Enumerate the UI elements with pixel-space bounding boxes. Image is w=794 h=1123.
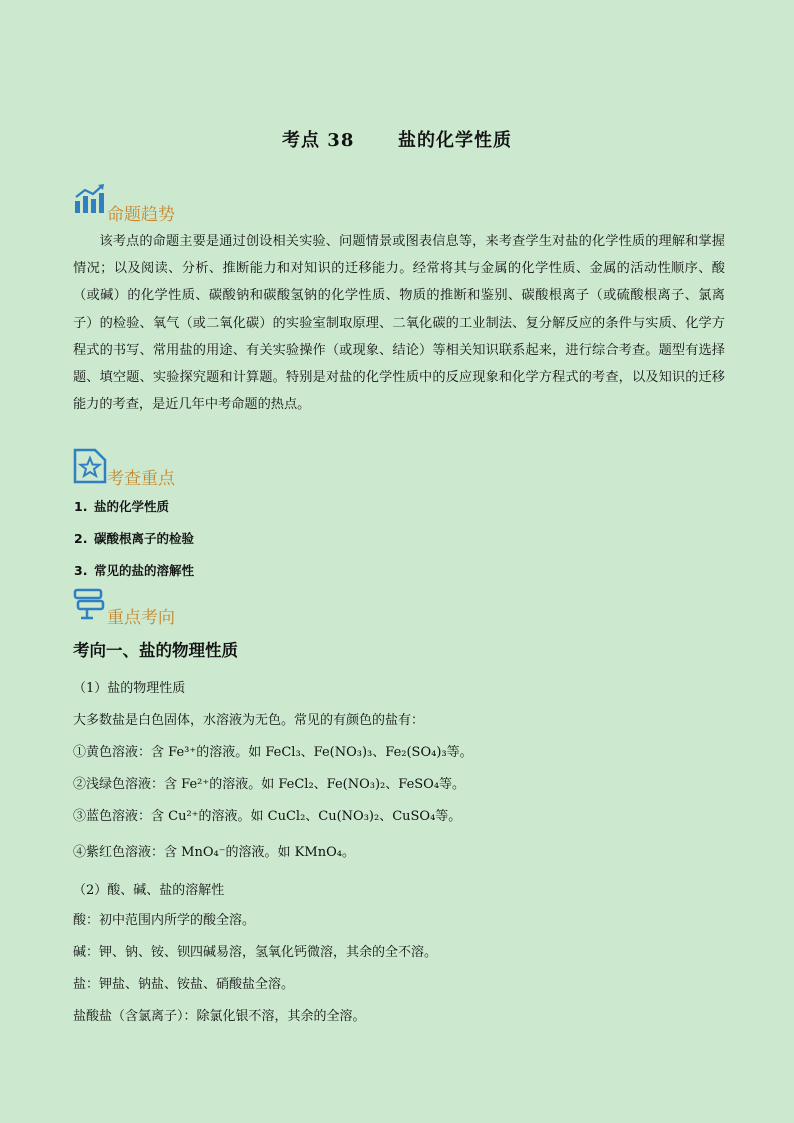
trend-paragraph: [73, 228, 725, 418]
list-item: ②浅绿色溶液：含 Fe²⁺的溶液。如 FeCl₂、Fe(NO₃)₂、FeSO₄等。: [73, 777, 466, 792]
text-line: 碱：钾、钠、铵、钡四碱易溶，氢氧化钙微溶，其余的全不溶。: [73, 945, 438, 960]
page-title: 考点 38 盐的化学性质: [282, 130, 512, 151]
section-label: 重点考向: [107, 608, 175, 628]
section-label: 考查重点: [107, 469, 175, 489]
key-point-2: 2. 碳酸根离子的检验: [74, 531, 195, 546]
section-label: 命题趋势: [107, 205, 175, 225]
trend-text: 该考点的命题主要是通过创设相关实验、问题情景或图表信息等，来考查学生对盐的化学性质的理解和掌握情况；以及阅读、分析、推断能力和对知识的迁移能力。经常将其与金属的化学性质、金属的活动性顺序、酸（或碱）的化学性质、碳酸钠和碳酸氢钠的化学性质、物质的推断和鉴别、碳酸根离子（或硫酸根离子、氯离子）的检验、氧气（或二氧化碳）的实验室制取原理、二氧化碳的工业制法、复分解反应的条件与实质、化学方程式的书写、常用盐的用途、有关实验操作（或现象、结论）等相关知识联系起来，进行综合考查。题型有选择题、填空题、实验探究题和计算题。特别是对盐的化学性质中的反应现象和化学方程式的考查，以及知识的迁移能力的考查，是近几年中考命题的热点。: [73, 234, 725, 413]
signpost-icon: [73, 586, 105, 620]
star-document-icon: [73, 448, 107, 484]
text-line: 盐酸盐（含氯离子）：除氯化银不溶，其余的全溶。: [73, 1009, 366, 1024]
list-item: ④紫红色溶液：含 MnO₄⁻的溶液。如 KMnO₄。: [73, 845, 355, 860]
key-point-3: 3. 常见的盐的溶解性: [74, 563, 195, 578]
text-line: 盐：钾盐、钠盐、铵盐、硝酸盐全溶。: [73, 977, 295, 992]
text-line: 酸：初中范围内所学的酸全溶。: [73, 913, 256, 928]
list-item: ①黄色溶液：含 Fe³⁺的溶液。如 FeCl₃、Fe(NO₃)₃、Fe₂(SO₄)₃等。: [73, 745, 473, 760]
text-line: 大多数盐是白色固体，水溶液为无色。常见的有颜色的盐有：: [73, 713, 425, 728]
key-point-1: 1. 盐的化学性质: [74, 499, 170, 514]
chart-trend-icon: [73, 183, 105, 215]
direction-title: 考向一、盐的物理性质: [73, 641, 238, 660]
subheading-solubility: （2）酸、碱、盐的溶解性: [73, 883, 225, 898]
subheading-physical: （1）盐的物理性质: [73, 681, 186, 696]
list-item: ③蓝色溶液：含 Cu²⁺的溶液。如 CuCl₂、Cu(NO₃)₂、CuSO₄等。: [73, 809, 462, 824]
